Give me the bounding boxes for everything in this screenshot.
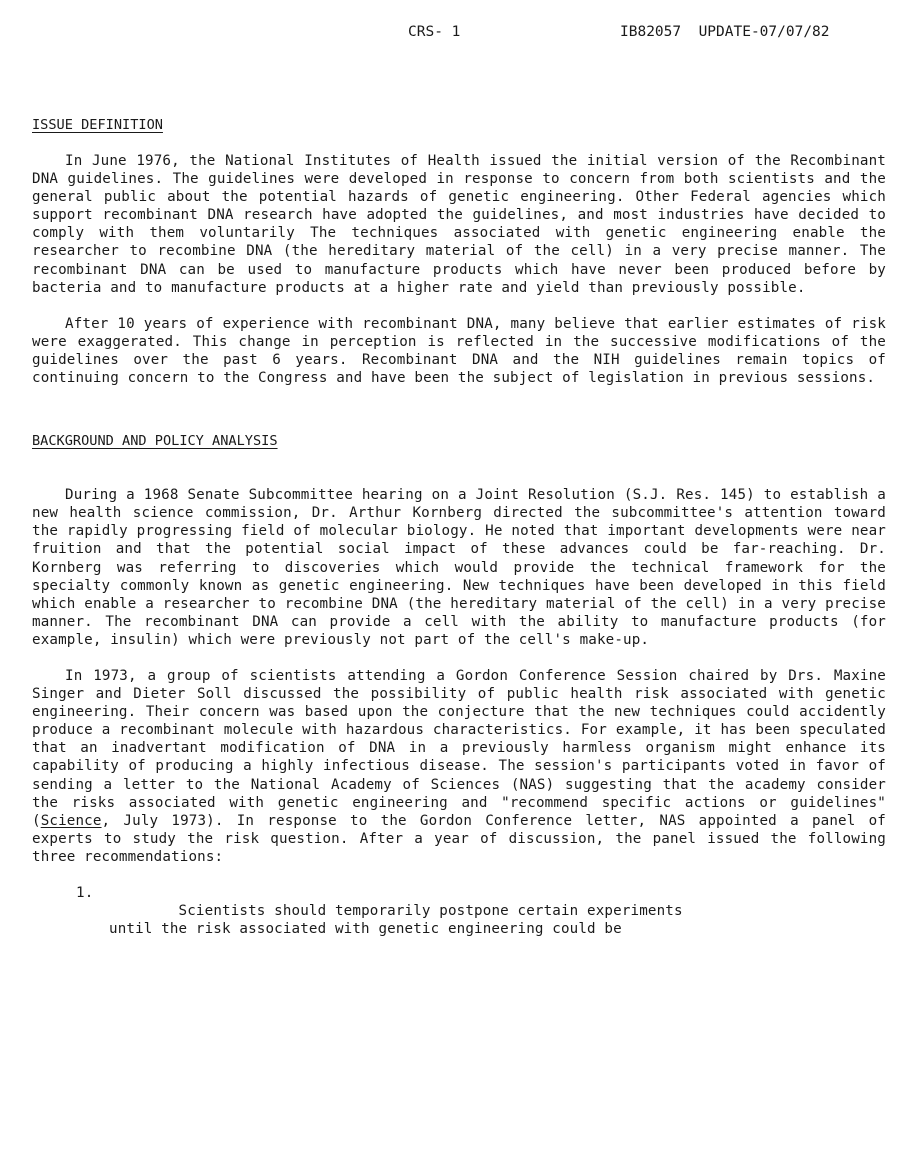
background-policy-heading: BACKGROUND AND POLICY ANALYSIS bbox=[32, 433, 278, 450]
list-item-number: 1. bbox=[76, 885, 94, 901]
issue-definition-paragraph-2: After 10 years of experience with recombinant DNA, many believe that earlier estimates of risk were exaggerated. This change in perception is reflected in the successive modifications of the guidelines over the past 6 years. Recombinant DNA and the NIH guidelines remain topics of continuing concern to the Congress and have been the subject of legislation in previous sessions. bbox=[32, 315, 886, 387]
issue-definition-paragraph-1: In June 1976, the National Institutes of Health issued the initial version of the Recombinant DNA guidelines. The guidelines were developed in response to concern from both scientists and the general public about the potential hazards of genetic engineering. Other Federal agencies which support recombinant DNA research have adopted the guidelines, and most industries have decided to comply with them voluntarily The techniques associated with genetic engineering enable the researcher to recombine DNA (the hereditary material of the cell) in a very precise manner. The recombinant DNA can be used to manufacture products which have never been produced before by bacteria and to manufacture products at a higher rate and yield than previously possible. bbox=[32, 153, 886, 296]
background-paragraph-2 bbox=[32, 667, 886, 866]
citation-science: Science bbox=[40, 812, 102, 829]
background-paragraph-1: During a 1968 Senate Subcommittee hearing on a Joint Resolution (S.J. Res. 145) to establish a new health science commission, Dr. Arthur Kornberg directed the subcommittee's attention toward the rapidly progressing field of molecular biology. He noted that important developments were near fruition and that the potential social impact of these advances could be far-reaching. Dr. Kornberg was referring to discoveries which would provide the technical framework for the specialty commonly known as genetic engineering. New techniques have been developed in this field which enable a researcher to recombine DNA (the hereditary material of the cell) in a very precise manner. The recombinant DNA can provide a cell with the ability to manufacture products (for example, insulin) which were previously not part of the cell's make-up. bbox=[32, 487, 886, 648]
issue-definition-heading: ISSUE DEFINITION bbox=[32, 117, 163, 133]
list-item-text: Scientists should temporarily postpone certain experiments until the risk associated with genetic engineering could be bbox=[109, 903, 683, 938]
page-header bbox=[0, 24, 920, 42]
paragraph-text: In 1973, a group of scientists attending a Gordon Conference Session chaired by Drs. Maxine Singer and Dieter Soll discussed the possibility of public health risk associated with genetic engineering. Their concern was based upon the conjecture that the new techniques could accidently produce a recombinant molecule with hazardous characteristics. For example, it has been speculated that an inadvertant modification of DNA in a previously harmless organism might enhance its capability of producing a highly infectious disease. The session's participants voted in favor of sending a letter to the National Academy of Sciences (NAS) suggesting that the academy consider the risks associated with genetic engineering and "recommend specific actions or guidelines" ( bbox=[32, 667, 886, 829]
paragraph-text: , July 1973). In response to the Gordon Conference letter, NAS appointed a panel of experts to study the risk question. After a year of discussion, the panel issued the following three recommendations: bbox=[32, 812, 886, 865]
page-id: CRS- 1 bbox=[408, 24, 461, 40]
document-body bbox=[32, 116, 886, 956]
brief-id-update-date: IB82057 UPDATE-07/07/82 bbox=[620, 24, 830, 40]
list-item bbox=[32, 884, 789, 956]
recommendations-list bbox=[32, 884, 886, 956]
